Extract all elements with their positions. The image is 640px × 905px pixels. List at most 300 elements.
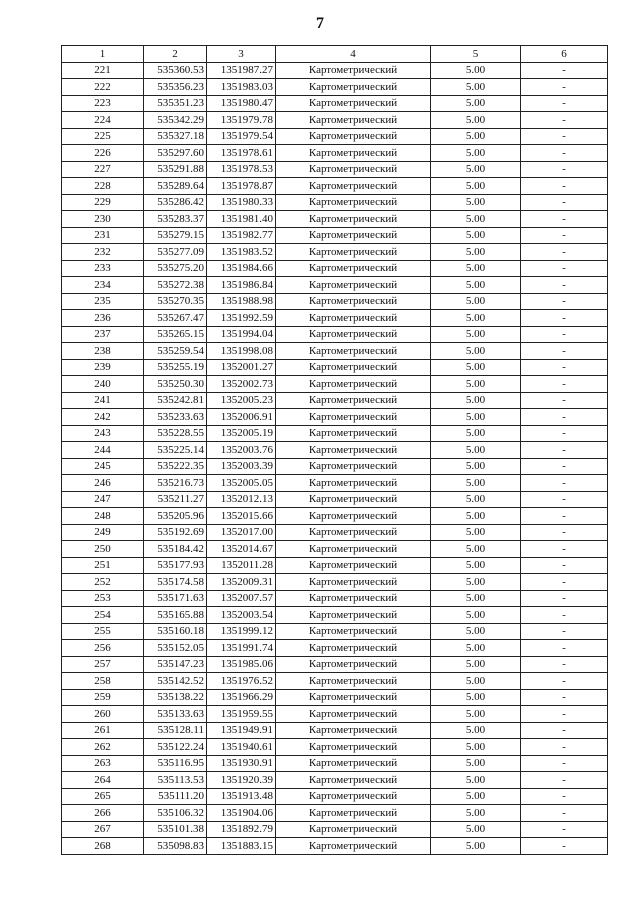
- page-number: 7: [316, 15, 324, 32]
- table-row: [62, 590, 608, 607]
- point-number-cell: 251: [62, 557, 144, 574]
- y-coordinate-cell: 1351980.33: [207, 194, 276, 211]
- note-cell: -: [521, 145, 608, 162]
- point-number-cell: 233: [62, 260, 144, 277]
- accuracy-cell: 5.00: [431, 805, 521, 822]
- point-number-cell: 223: [62, 95, 144, 112]
- method-cell: Картометрический: [276, 145, 431, 162]
- point-number-cell: 221: [62, 62, 144, 79]
- y-coordinate-cell: 1352005.05: [207, 475, 276, 492]
- accuracy-cell: 5.00: [431, 211, 521, 228]
- point-number-cell: 228: [62, 178, 144, 195]
- table-row: [62, 211, 608, 228]
- table-row: [62, 112, 608, 129]
- point-number-cell: 222: [62, 79, 144, 96]
- method-cell: Картометрический: [276, 161, 431, 178]
- point-number-cell: 260: [62, 706, 144, 723]
- accuracy-cell: 5.00: [431, 409, 521, 426]
- note-cell: -: [521, 326, 608, 343]
- note-cell: -: [521, 722, 608, 739]
- y-coordinate-cell: 1351940.61: [207, 739, 276, 756]
- method-cell: Картометрический: [276, 805, 431, 822]
- method-cell: Картометрический: [276, 359, 431, 376]
- column-header-6: 6: [521, 46, 608, 63]
- accuracy-cell: 5.00: [431, 557, 521, 574]
- accuracy-cell: 5.00: [431, 293, 521, 310]
- table-row: [62, 376, 608, 393]
- x-coordinate-cell: 535283.37: [144, 211, 207, 228]
- accuracy-cell: 5.00: [431, 62, 521, 79]
- y-coordinate-cell: 1351892.79: [207, 821, 276, 838]
- y-coordinate-cell: 1351883.15: [207, 838, 276, 855]
- note-cell: -: [521, 409, 608, 426]
- table-row: [62, 541, 608, 558]
- x-coordinate-cell: 535225.14: [144, 442, 207, 459]
- method-cell: Картометрический: [276, 293, 431, 310]
- note-cell: -: [521, 508, 608, 525]
- x-coordinate-cell: 535192.69: [144, 524, 207, 541]
- method-cell: Картометрический: [276, 722, 431, 739]
- table-row: [62, 755, 608, 772]
- table-row: [62, 772, 608, 789]
- x-coordinate-cell: 535270.35: [144, 293, 207, 310]
- point-number-cell: 253: [62, 590, 144, 607]
- y-coordinate-cell: 1352003.76: [207, 442, 276, 459]
- coordinates-table: [61, 45, 608, 855]
- table-row: [62, 409, 608, 426]
- y-coordinate-cell: 1351976.52: [207, 673, 276, 690]
- y-coordinate-cell: 1351983.03: [207, 79, 276, 96]
- y-coordinate-cell: 1352005.19: [207, 425, 276, 442]
- accuracy-cell: 5.00: [431, 227, 521, 244]
- method-cell: Картометрический: [276, 755, 431, 772]
- y-coordinate-cell: 1351979.54: [207, 128, 276, 145]
- note-cell: -: [521, 425, 608, 442]
- note-cell: -: [521, 557, 608, 574]
- note-cell: -: [521, 772, 608, 789]
- accuracy-cell: 5.00: [431, 161, 521, 178]
- y-coordinate-cell: 1352001.27: [207, 359, 276, 376]
- note-cell: -: [521, 475, 608, 492]
- y-coordinate-cell: 1352015.66: [207, 508, 276, 525]
- table-row: [62, 557, 608, 574]
- table-header-row: [62, 46, 608, 63]
- x-coordinate-cell: 535101.38: [144, 821, 207, 838]
- y-coordinate-cell: 1352011.28: [207, 557, 276, 574]
- y-coordinate-cell: 1352017.00: [207, 524, 276, 541]
- note-cell: -: [521, 442, 608, 459]
- point-number-cell: 265: [62, 788, 144, 805]
- note-cell: -: [521, 755, 608, 772]
- x-coordinate-cell: 535259.54: [144, 343, 207, 360]
- point-number-cell: 263: [62, 755, 144, 772]
- point-number-cell: 224: [62, 112, 144, 129]
- table-row: [62, 458, 608, 475]
- point-number-cell: 230: [62, 211, 144, 228]
- method-cell: Картометрический: [276, 112, 431, 129]
- y-coordinate-cell: 1351999.12: [207, 623, 276, 640]
- note-cell: -: [521, 623, 608, 640]
- y-coordinate-cell: 1351978.53: [207, 161, 276, 178]
- x-coordinate-cell: 535113.53: [144, 772, 207, 789]
- table-row: [62, 277, 608, 294]
- accuracy-cell: 5.00: [431, 392, 521, 409]
- note-cell: -: [521, 95, 608, 112]
- y-coordinate-cell: 1351985.06: [207, 656, 276, 673]
- table-row: [62, 508, 608, 525]
- y-coordinate-cell: 1351988.98: [207, 293, 276, 310]
- x-coordinate-cell: 535122.24: [144, 739, 207, 756]
- method-cell: Картометрический: [276, 541, 431, 558]
- point-number-cell: 237: [62, 326, 144, 343]
- y-coordinate-cell: 1351930.91: [207, 755, 276, 772]
- point-number-cell: 227: [62, 161, 144, 178]
- y-coordinate-cell: 1351986.84: [207, 277, 276, 294]
- method-cell: Картометрический: [276, 227, 431, 244]
- accuracy-cell: 5.00: [431, 95, 521, 112]
- point-number-cell: 255: [62, 623, 144, 640]
- method-cell: Картометрический: [276, 706, 431, 723]
- x-coordinate-cell: 535147.23: [144, 656, 207, 673]
- method-cell: Картометрический: [276, 607, 431, 624]
- x-coordinate-cell: 535327.18: [144, 128, 207, 145]
- x-coordinate-cell: 535222.35: [144, 458, 207, 475]
- column-header-2: 2: [144, 46, 207, 63]
- accuracy-cell: 5.00: [431, 112, 521, 129]
- method-cell: Картометрический: [276, 557, 431, 574]
- x-coordinate-cell: 535233.63: [144, 409, 207, 426]
- note-cell: -: [521, 277, 608, 294]
- table-row: [62, 145, 608, 162]
- y-coordinate-cell: 1351966.29: [207, 689, 276, 706]
- table-body: [62, 62, 608, 854]
- note-cell: -: [521, 62, 608, 79]
- table-row: [62, 326, 608, 343]
- accuracy-cell: 5.00: [431, 442, 521, 459]
- note-cell: -: [521, 656, 608, 673]
- note-cell: -: [521, 194, 608, 211]
- y-coordinate-cell: 1352006.91: [207, 409, 276, 426]
- accuracy-cell: 5.00: [431, 194, 521, 211]
- table-row: [62, 161, 608, 178]
- note-cell: -: [521, 376, 608, 393]
- y-coordinate-cell: 1352014.67: [207, 541, 276, 558]
- method-cell: Картометрический: [276, 277, 431, 294]
- x-coordinate-cell: 535351.23: [144, 95, 207, 112]
- accuracy-cell: 5.00: [431, 508, 521, 525]
- method-cell: Картометрический: [276, 194, 431, 211]
- table-row: [62, 128, 608, 145]
- y-coordinate-cell: 1352003.54: [207, 607, 276, 624]
- method-cell: Картометрический: [276, 475, 431, 492]
- accuracy-cell: 5.00: [431, 458, 521, 475]
- table-row: [62, 79, 608, 96]
- x-coordinate-cell: 535205.96: [144, 508, 207, 525]
- accuracy-cell: 5.00: [431, 640, 521, 657]
- point-number-cell: 240: [62, 376, 144, 393]
- method-cell: Картометрический: [276, 689, 431, 706]
- note-cell: -: [521, 343, 608, 360]
- point-number-cell: 261: [62, 722, 144, 739]
- x-coordinate-cell: 535250.30: [144, 376, 207, 393]
- accuracy-cell: 5.00: [431, 491, 521, 508]
- method-cell: Картометрический: [276, 821, 431, 838]
- method-cell: Картометрический: [276, 128, 431, 145]
- table-row: [62, 244, 608, 261]
- accuracy-cell: 5.00: [431, 475, 521, 492]
- x-coordinate-cell: 535275.20: [144, 260, 207, 277]
- point-number-cell: 235: [62, 293, 144, 310]
- point-number-cell: 256: [62, 640, 144, 657]
- x-coordinate-cell: 535297.60: [144, 145, 207, 162]
- accuracy-cell: 5.00: [431, 260, 521, 277]
- point-number-cell: 238: [62, 343, 144, 360]
- x-coordinate-cell: 535165.88: [144, 607, 207, 624]
- y-coordinate-cell: 1351987.27: [207, 62, 276, 79]
- table-row: [62, 95, 608, 112]
- point-number-cell: 266: [62, 805, 144, 822]
- point-number-cell: 247: [62, 491, 144, 508]
- method-cell: Картометрический: [276, 409, 431, 426]
- x-coordinate-cell: 535342.29: [144, 112, 207, 129]
- method-cell: Картометрический: [276, 95, 431, 112]
- point-number-cell: 248: [62, 508, 144, 525]
- note-cell: -: [521, 178, 608, 195]
- table-row: [62, 293, 608, 310]
- table-row: [62, 475, 608, 492]
- point-number-cell: 231: [62, 227, 144, 244]
- note-cell: -: [521, 112, 608, 129]
- x-coordinate-cell: 535255.19: [144, 359, 207, 376]
- y-coordinate-cell: 1351982.77: [207, 227, 276, 244]
- x-coordinate-cell: 535111.20: [144, 788, 207, 805]
- point-number-cell: 258: [62, 673, 144, 690]
- point-number-cell: 229: [62, 194, 144, 211]
- column-header-5: 5: [431, 46, 521, 63]
- accuracy-cell: 5.00: [431, 739, 521, 756]
- x-coordinate-cell: 535279.15: [144, 227, 207, 244]
- x-coordinate-cell: 535216.73: [144, 475, 207, 492]
- column-header-1: 1: [62, 46, 144, 63]
- method-cell: Картометрический: [276, 491, 431, 508]
- note-cell: -: [521, 788, 608, 805]
- table-row: [62, 194, 608, 211]
- x-coordinate-cell: 535106.32: [144, 805, 207, 822]
- accuracy-cell: 5.00: [431, 425, 521, 442]
- method-cell: Картометрический: [276, 79, 431, 96]
- method-cell: Картометрический: [276, 623, 431, 640]
- x-coordinate-cell: 535174.58: [144, 574, 207, 591]
- table-row: [62, 805, 608, 822]
- point-number-cell: 236: [62, 310, 144, 327]
- note-cell: -: [521, 161, 608, 178]
- note-cell: -: [521, 227, 608, 244]
- note-cell: -: [521, 821, 608, 838]
- note-cell: -: [521, 359, 608, 376]
- x-coordinate-cell: 535138.22: [144, 689, 207, 706]
- note-cell: -: [521, 706, 608, 723]
- accuracy-cell: 5.00: [431, 755, 521, 772]
- table-row: [62, 788, 608, 805]
- note-cell: -: [521, 128, 608, 145]
- point-number-cell: 267: [62, 821, 144, 838]
- table-row: [62, 178, 608, 195]
- y-coordinate-cell: 1351981.40: [207, 211, 276, 228]
- y-coordinate-cell: 1351980.47: [207, 95, 276, 112]
- table-row: [62, 689, 608, 706]
- accuracy-cell: 5.00: [431, 178, 521, 195]
- point-number-cell: 234: [62, 277, 144, 294]
- table-row: [62, 640, 608, 657]
- y-coordinate-cell: 1352002.73: [207, 376, 276, 393]
- table-row: [62, 524, 608, 541]
- note-cell: -: [521, 524, 608, 541]
- method-cell: Картометрический: [276, 211, 431, 228]
- method-cell: Картометрический: [276, 178, 431, 195]
- y-coordinate-cell: 1351913.48: [207, 788, 276, 805]
- table-row: [62, 310, 608, 327]
- y-coordinate-cell: 1352003.39: [207, 458, 276, 475]
- y-coordinate-cell: 1352007.57: [207, 590, 276, 607]
- y-coordinate-cell: 1352012.13: [207, 491, 276, 508]
- point-number-cell: 268: [62, 838, 144, 855]
- method-cell: Картометрический: [276, 838, 431, 855]
- column-header-4: 4: [276, 46, 431, 63]
- y-coordinate-cell: 1351920.39: [207, 772, 276, 789]
- note-cell: -: [521, 211, 608, 228]
- note-cell: -: [521, 79, 608, 96]
- x-coordinate-cell: 535228.55: [144, 425, 207, 442]
- accuracy-cell: 5.00: [431, 574, 521, 591]
- table-row: [62, 623, 608, 640]
- note-cell: -: [521, 260, 608, 277]
- y-coordinate-cell: 1351959.55: [207, 706, 276, 723]
- accuracy-cell: 5.00: [431, 821, 521, 838]
- accuracy-cell: 5.00: [431, 689, 521, 706]
- method-cell: Картометрический: [276, 788, 431, 805]
- y-coordinate-cell: 1351978.87: [207, 178, 276, 195]
- accuracy-cell: 5.00: [431, 277, 521, 294]
- note-cell: -: [521, 590, 608, 607]
- x-coordinate-cell: 535286.42: [144, 194, 207, 211]
- note-cell: -: [521, 689, 608, 706]
- point-number-cell: 241: [62, 392, 144, 409]
- x-coordinate-cell: 535177.93: [144, 557, 207, 574]
- method-cell: Картометрический: [276, 326, 431, 343]
- note-cell: -: [521, 491, 608, 508]
- x-coordinate-cell: 535291.88: [144, 161, 207, 178]
- method-cell: Картометрический: [276, 442, 431, 459]
- x-coordinate-cell: 535277.09: [144, 244, 207, 261]
- method-cell: Картометрический: [276, 640, 431, 657]
- point-number-cell: 232: [62, 244, 144, 261]
- method-cell: Картометрический: [276, 392, 431, 409]
- x-coordinate-cell: 535356.23: [144, 79, 207, 96]
- y-coordinate-cell: 1351904.06: [207, 805, 276, 822]
- y-coordinate-cell: 1351979.78: [207, 112, 276, 129]
- y-coordinate-cell: 1351949.91: [207, 722, 276, 739]
- note-cell: -: [521, 640, 608, 657]
- accuracy-cell: 5.00: [431, 623, 521, 640]
- accuracy-cell: 5.00: [431, 772, 521, 789]
- table-row: [62, 491, 608, 508]
- y-coordinate-cell: 1351991.74: [207, 640, 276, 657]
- note-cell: -: [521, 244, 608, 261]
- x-coordinate-cell: 535098.83: [144, 838, 207, 855]
- x-coordinate-cell: 535160.18: [144, 623, 207, 640]
- y-coordinate-cell: 1352009.31: [207, 574, 276, 591]
- point-number-cell: 252: [62, 574, 144, 591]
- method-cell: Картометрический: [276, 772, 431, 789]
- accuracy-cell: 5.00: [431, 343, 521, 360]
- x-coordinate-cell: 535128.11: [144, 722, 207, 739]
- point-number-cell: 246: [62, 475, 144, 492]
- method-cell: Картометрический: [276, 244, 431, 261]
- accuracy-cell: 5.00: [431, 359, 521, 376]
- column-header-3: 3: [207, 46, 276, 63]
- method-cell: Картометрический: [276, 376, 431, 393]
- x-coordinate-cell: 535211.27: [144, 491, 207, 508]
- point-number-cell: 249: [62, 524, 144, 541]
- note-cell: -: [521, 607, 608, 624]
- note-cell: -: [521, 673, 608, 690]
- method-cell: Картометрический: [276, 574, 431, 591]
- table-row: [62, 425, 608, 442]
- table-row: [62, 392, 608, 409]
- accuracy-cell: 5.00: [431, 788, 521, 805]
- method-cell: Картометрический: [276, 310, 431, 327]
- accuracy-cell: 5.00: [431, 310, 521, 327]
- method-cell: Картометрический: [276, 425, 431, 442]
- point-number-cell: 243: [62, 425, 144, 442]
- table-row: [62, 673, 608, 690]
- x-coordinate-cell: 535267.47: [144, 310, 207, 327]
- point-number-cell: 254: [62, 607, 144, 624]
- x-coordinate-cell: 535272.38: [144, 277, 207, 294]
- table-row: [62, 359, 608, 376]
- accuracy-cell: 5.00: [431, 128, 521, 145]
- x-coordinate-cell: 535116.95: [144, 755, 207, 772]
- table-row: [62, 62, 608, 79]
- accuracy-cell: 5.00: [431, 524, 521, 541]
- method-cell: Картометрический: [276, 62, 431, 79]
- y-coordinate-cell: 1351998.08: [207, 343, 276, 360]
- method-cell: Картометрический: [276, 524, 431, 541]
- y-coordinate-cell: 1351983.52: [207, 244, 276, 261]
- method-cell: Картометрический: [276, 673, 431, 690]
- note-cell: -: [521, 838, 608, 855]
- method-cell: Картометрический: [276, 590, 431, 607]
- x-coordinate-cell: 535184.42: [144, 541, 207, 558]
- x-coordinate-cell: 535142.52: [144, 673, 207, 690]
- accuracy-cell: 5.00: [431, 838, 521, 855]
- method-cell: Картометрический: [276, 260, 431, 277]
- method-cell: Картометрический: [276, 656, 431, 673]
- y-coordinate-cell: 1351978.61: [207, 145, 276, 162]
- point-number-cell: 226: [62, 145, 144, 162]
- table-row: [62, 343, 608, 360]
- point-number-cell: 242: [62, 409, 144, 426]
- point-number-cell: 257: [62, 656, 144, 673]
- table-row: [62, 821, 608, 838]
- note-cell: -: [521, 805, 608, 822]
- x-coordinate-cell: 535133.63: [144, 706, 207, 723]
- point-number-cell: 245: [62, 458, 144, 475]
- point-number-cell: 262: [62, 739, 144, 756]
- point-number-cell: 259: [62, 689, 144, 706]
- x-coordinate-cell: 535152.05: [144, 640, 207, 657]
- point-number-cell: 250: [62, 541, 144, 558]
